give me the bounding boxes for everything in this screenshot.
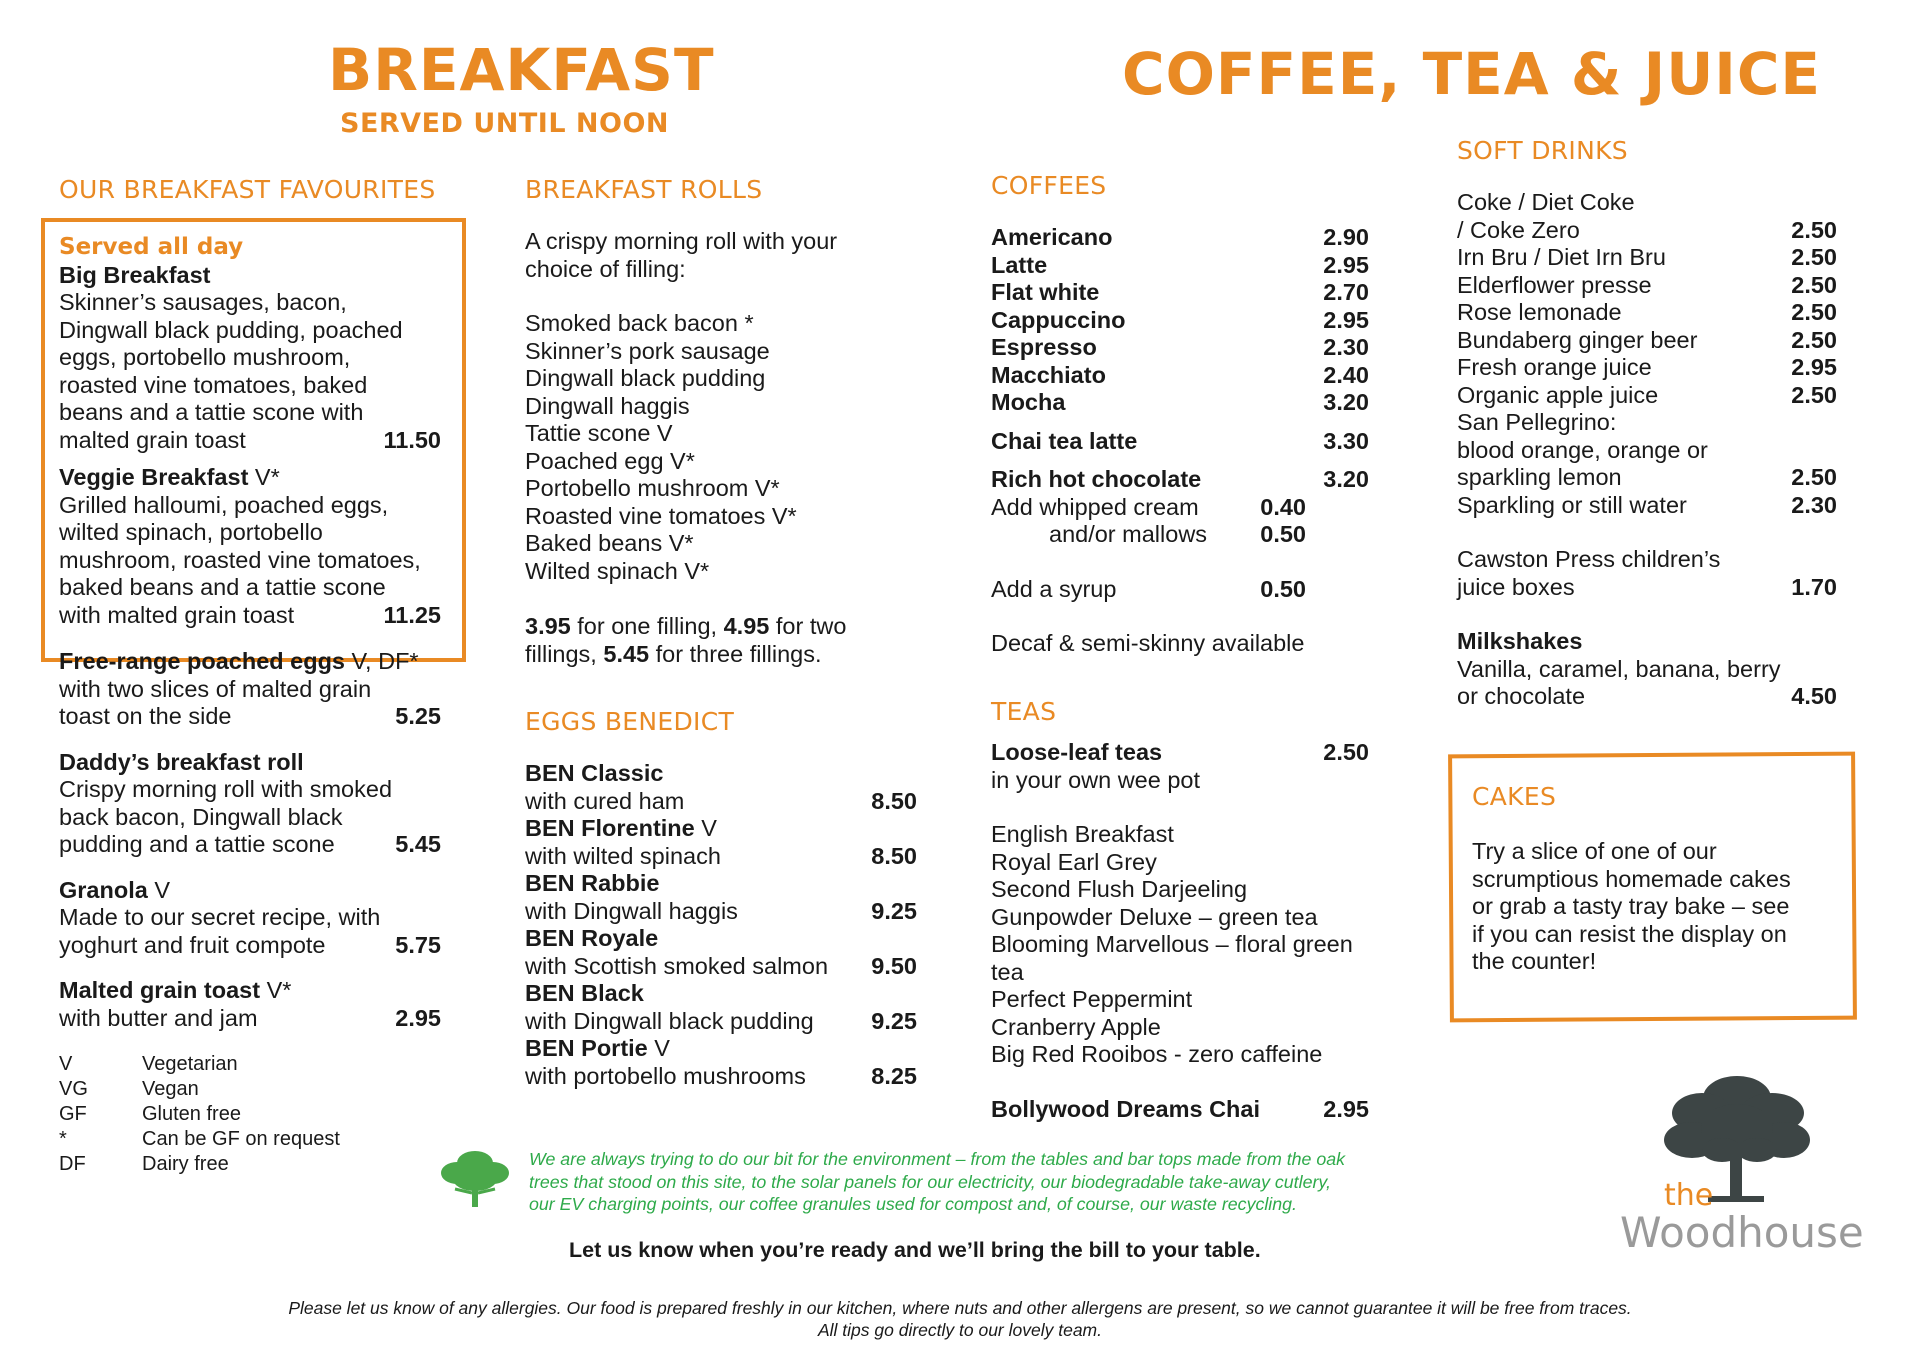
- filling-item: Skinner’s pork sausage: [525, 337, 770, 364]
- item-name: BEN Rabbie: [525, 870, 660, 896]
- item-price: 5.25: [395, 703, 441, 729]
- item-desc-line: yoghurt and fruit compote: [59, 931, 326, 958]
- drink-price: 1.70: [1791, 573, 1837, 600]
- item-name: Big Breakfast: [59, 261, 211, 288]
- cakes-line: or grab a tasty tray bake – see: [1472, 893, 1790, 919]
- cakes-heading: CAKES: [1472, 782, 1557, 811]
- drink-price: 2.95: [1791, 354, 1837, 380]
- legend-code: V: [59, 1053, 73, 1075]
- item-desc-line: Skinner’s sausages, bacon,: [59, 289, 347, 315]
- item-desc-line: with malted grain toast: [59, 601, 295, 628]
- item-name: Flat white: [991, 279, 1100, 305]
- item-name: Loose-leaf teas: [991, 739, 1163, 765]
- coffee-item: [991, 362, 1369, 390]
- item-name: Mocha: [991, 389, 1066, 415]
- item-name: Latte: [991, 251, 1048, 278]
- logo-name: Woodhouse: [1620, 1208, 1864, 1257]
- rolls-intro: choice of filling:: [525, 255, 686, 282]
- item-name: Free-range poached eggs: [59, 648, 345, 674]
- pricing-text: for two: [769, 613, 847, 639]
- item-desc-line: Dingwall black pudding, poached: [59, 316, 403, 343]
- item-desc-line: toast on the side: [59, 703, 232, 729]
- addon-label: and/or mallows: [1049, 521, 1208, 547]
- drink-desc: sparkling lemon: [1457, 464, 1622, 490]
- filling-item: Roasted vine tomatoes V*: [525, 502, 797, 529]
- item-desc-line: beans and a tattie scone with: [59, 399, 364, 425]
- item-name: Bollywood Dreams Chai: [991, 1095, 1260, 1122]
- drink-name: / Coke Zero: [1457, 216, 1580, 243]
- drink-name: Sparkling or still water: [1457, 491, 1687, 518]
- item-price: 8.50: [871, 842, 917, 869]
- coffee-item: [991, 389, 1369, 417]
- item-price: 2.30: [1323, 334, 1369, 360]
- item-name: Americano: [991, 224, 1113, 250]
- item-desc-line: baked beans and a tattie scone: [59, 574, 386, 600]
- drink-price: 2.30: [1791, 491, 1837, 518]
- allergy-note: Please let us know of any allergies. Our food is prepared freshly in our kitchen, where nuts and other allergens are present, so we cannot guarantee it will be free from traces.: [288, 1298, 1632, 1318]
- filling-item: Dingwall black pudding: [525, 365, 766, 391]
- item-name: BEN Royale: [525, 925, 659, 951]
- coffee-item: [991, 307, 1369, 335]
- item-price: 3.20: [1323, 389, 1369, 415]
- legend-meaning: Dairy free: [142, 1153, 229, 1175]
- item-price: 11.25: [383, 601, 441, 628]
- tea-item: Gunpowder Deluxe – green tea: [991, 903, 1318, 930]
- legend-code: VG: [59, 1078, 88, 1100]
- item-diet: V*: [260, 977, 292, 1003]
- item-name: Rich hot chocolate: [991, 466, 1202, 492]
- addon-price: 0.50: [1260, 521, 1306, 547]
- item-name: BEN Portie: [525, 1035, 648, 1061]
- rolls-pricing: [525, 613, 925, 641]
- drink-name: Coke / Diet Coke: [1457, 189, 1635, 215]
- item-price: 9.25: [871, 897, 917, 924]
- item-price: 2.40: [1323, 361, 1369, 388]
- item-desc-line: with two slices of malted grain: [59, 675, 372, 702]
- drink-price: 2.50: [1791, 244, 1837, 270]
- milkshakes-name: Milkshakes: [1457, 628, 1583, 654]
- item-desc-line: in your own wee pot: [991, 766, 1201, 793]
- favourites-column: [59, 234, 441, 1177]
- addon-label: Add whipped cream: [991, 493, 1199, 520]
- chai-latte-item: [991, 428, 1369, 456]
- legend-meaning: Gluten free: [142, 1103, 241, 1125]
- coffees-column: [991, 224, 1369, 658]
- item-desc-line: with wilted spinach: [525, 842, 721, 869]
- item-desc-line: eggs, portobello mushroom,: [59, 344, 351, 370]
- drink-item: [1457, 574, 1837, 602]
- benedict-heading: EGGS BENEDICT: [525, 707, 735, 736]
- filling-item: Smoked back bacon *: [525, 310, 754, 336]
- eco-note: [529, 1148, 1529, 1216]
- item-desc-line: with Scottish smoked salmon: [525, 952, 829, 979]
- green-tree-icon: [437, 1143, 513, 1213]
- item-price: 2.90: [1323, 224, 1369, 250]
- item-desc-line: Made to our secret recipe, with: [59, 904, 381, 930]
- cakes-line: Try a slice of one of our: [1472, 838, 1717, 864]
- addon-label: Add a syrup: [991, 575, 1117, 602]
- item-desc-line: malted grain toast: [59, 426, 246, 453]
- filling-item: Dingwall haggis: [525, 392, 690, 419]
- drink-name: Organic apple juice: [1457, 381, 1659, 408]
- item-price: 9.50: [871, 952, 917, 979]
- drink-price: 2.50: [1791, 271, 1837, 298]
- benedict-column: [525, 760, 917, 1090]
- cakes-line: scrumptious homemade cakes: [1472, 865, 1791, 892]
- menu-item-big-breakfast: [59, 262, 441, 455]
- drink-item: [1457, 272, 1837, 300]
- item-desc-line: with cured ham: [525, 787, 685, 814]
- menu-item-granola: [59, 877, 441, 960]
- drink-name: Rose lemonade: [1457, 299, 1622, 325]
- menu-item-daddys-roll: [59, 749, 441, 859]
- drink-name: Irn Bru / Diet Irn Bru: [1457, 244, 1666, 270]
- item-price: 2.70: [1323, 279, 1369, 305]
- price-two: 4.95: [723, 613, 770, 639]
- item-desc-line: back bacon, Dingwall black: [59, 803, 343, 830]
- tea-item: Cranberry Apple: [991, 1013, 1161, 1040]
- pricing-text: for one filling,: [570, 613, 724, 639]
- item-name: BEN Black: [525, 980, 644, 1006]
- item-desc-line: with Dingwall black pudding: [525, 1007, 814, 1034]
- drink-price: 2.50: [1791, 381, 1837, 408]
- drink-name: juice boxes: [1457, 573, 1575, 600]
- drink-price: 2.50: [1791, 326, 1837, 353]
- drink-name: San Pellegrino:: [1457, 409, 1617, 435]
- teas-heading: TEAS: [991, 697, 1057, 726]
- menu-item-ben: [525, 815, 917, 870]
- decaf-note: Decaf & semi-skinny available: [991, 630, 1305, 656]
- drink-name: Fresh orange juice: [1457, 354, 1652, 380]
- drink-name: Cawston Press children’s: [1457, 546, 1721, 572]
- item-name: Daddy’s breakfast roll: [59, 748, 304, 775]
- bollywood-chai-item: [991, 1096, 1369, 1124]
- tea-item: Second Flush Darjeeling: [991, 876, 1248, 902]
- eco-line: trees that stood on this site, to the solar panels for our electricity, our biodegradable take-away cutlery,: [529, 1171, 1331, 1192]
- item-desc-line: pudding and a tattie scone: [59, 831, 335, 857]
- drink-item: [1457, 244, 1837, 272]
- addon-price: 0.50: [1260, 575, 1306, 602]
- menu-item-ben: [525, 925, 917, 980]
- legend-row: [59, 1152, 441, 1177]
- price-three: 5.45: [603, 640, 650, 667]
- tea-item: tea: [991, 958, 1024, 985]
- hot-chocolate-item: [991, 466, 1369, 494]
- pricing-text: fillings,: [525, 640, 604, 667]
- item-price: 8.25: [871, 1062, 917, 1089]
- drink-item: [1457, 217, 1837, 245]
- addon-row: [991, 521, 1306, 549]
- filling-item: Poached egg V*: [525, 447, 695, 474]
- item-name: Granola: [59, 876, 148, 903]
- coffee-item: [991, 252, 1369, 280]
- breakfast-title: BREAKFAST: [328, 36, 715, 104]
- filling-item: Baked beans V*: [525, 530, 694, 556]
- pricing-text: for three fillings.: [649, 640, 822, 667]
- rolls-heading: BREAKFAST ROLLS: [525, 175, 763, 204]
- tree-icon: [1612, 1068, 1872, 1208]
- coffee-item: [991, 224, 1369, 252]
- item-name: Cappuccino: [991, 306, 1126, 333]
- item-price: 5.45: [395, 831, 441, 857]
- eco-line: We are always trying to do our bit for the environment – from the tables and bar tops made from the oak: [529, 1149, 1346, 1169]
- item-price: 11.50: [383, 426, 441, 453]
- addon-row: [991, 494, 1306, 522]
- price-one: 3.95: [525, 613, 571, 639]
- item-diet: V: [647, 1035, 670, 1061]
- tea-item: Big Red Rooibos - zero caffeine: [991, 1041, 1323, 1067]
- coffee-item: [991, 334, 1369, 362]
- item-name: Macchiato: [991, 361, 1106, 388]
- legend-meaning: Can be GF on request: [142, 1128, 340, 1150]
- item-name: BEN Florentine: [525, 815, 695, 841]
- item-name: BEN Classic: [525, 760, 664, 786]
- soft-drinks-column: [1457, 189, 1837, 711]
- drink-price: 2.50: [1791, 216, 1837, 243]
- legend-row: [59, 1052, 441, 1077]
- teas-column: [991, 739, 1369, 1123]
- item-price: 8.50: [871, 787, 917, 814]
- loose-leaf-item: [991, 739, 1369, 767]
- coffees-heading: COFFEES: [991, 171, 1107, 200]
- item-name: Malted grain toast: [59, 977, 261, 1003]
- item-price: 9.25: [871, 1007, 917, 1034]
- filling-item: Portobello mushroom V*: [525, 475, 780, 501]
- tea-item: Royal Earl Grey: [991, 848, 1157, 875]
- item-name: Veggie Breakfast: [59, 464, 249, 490]
- item-diet: V*: [248, 464, 280, 490]
- item-price: 3.30: [1323, 427, 1369, 454]
- menu-item-poached-eggs: [59, 648, 441, 731]
- legend-code: *: [59, 1128, 67, 1150]
- diet-legend: [59, 1052, 441, 1177]
- woodhouse-logo: [1612, 1068, 1872, 1258]
- item-desc-line: Grilled halloumi, poached eggs,: [59, 491, 389, 518]
- drink-item: [1457, 354, 1837, 382]
- menu-item-ben: [525, 1035, 917, 1090]
- item-price: 2.95: [1323, 251, 1369, 278]
- drink-name: Elderflower presse: [1457, 271, 1652, 298]
- menu-item-ben: [525, 980, 917, 1035]
- drink-item: [1457, 683, 1837, 711]
- tea-item: Perfect Peppermint: [991, 986, 1193, 1012]
- item-desc-line: wilted spinach, portobello: [59, 519, 323, 545]
- drink-desc: or chocolate: [1457, 683, 1586, 709]
- tea-item: English Breakfast: [991, 821, 1174, 847]
- drink-item: [1457, 327, 1837, 355]
- item-desc-line: with portobello mushrooms: [525, 1062, 806, 1089]
- menu-item-toast: [59, 977, 441, 1032]
- item-desc-line: with butter and jam: [59, 1004, 258, 1031]
- drink-desc: Vanilla, caramel, banana, berry: [1457, 655, 1781, 682]
- legend-code: DF: [59, 1153, 86, 1175]
- drink-price: 2.50: [1791, 464, 1837, 490]
- drink-price: 2.50: [1791, 299, 1837, 325]
- breakfast-subtitle: SERVED UNTIL NOON: [340, 108, 670, 139]
- item-diet: V: [147, 876, 171, 903]
- menu-item-veggie-breakfast: [59, 464, 441, 629]
- filling-item: Tattie scone V: [525, 420, 673, 446]
- legend-row: [59, 1077, 441, 1102]
- item-price: 2.50: [1323, 739, 1369, 765]
- syrup-row: [991, 576, 1306, 604]
- filling-item: Wilted spinach V*: [525, 557, 710, 584]
- coffee-item: [991, 279, 1369, 307]
- item-desc-line: Crispy morning roll with smoked: [59, 776, 393, 802]
- bill-note: Let us know when you’re ready and we’ll bring the bill to your table.: [569, 1238, 1261, 1262]
- item-diet: V, DF*: [345, 648, 419, 674]
- served-all-day-label: Served all day: [59, 234, 244, 260]
- item-price: 2.95: [1323, 1095, 1369, 1122]
- legend-row: [59, 1127, 441, 1152]
- item-desc-line: mushroom, roasted vine tomatoes,: [59, 546, 421, 573]
- item-price: 2.95: [1323, 306, 1369, 333]
- menu-item-ben: [525, 870, 917, 925]
- rolls-column: [525, 228, 925, 668]
- item-price: 5.75: [395, 931, 441, 958]
- cakes-text: [1472, 838, 1842, 976]
- legend-meaning: Vegetarian: [142, 1053, 238, 1075]
- drink-item: [1457, 299, 1837, 327]
- drink-desc: blood orange, orange or: [1457, 436, 1708, 463]
- drink-name: Bundaberg ginger beer: [1457, 326, 1698, 353]
- logo-the: the: [1664, 1178, 1714, 1213]
- drinks-title: COFFEE, TEA & JUICE: [1122, 40, 1822, 108]
- item-desc-line: with Dingwall haggis: [525, 897, 738, 924]
- addon-price: 0.40: [1260, 493, 1306, 520]
- item-price: 2.95: [395, 1004, 441, 1031]
- cakes-line: if you can resist the display on: [1472, 920, 1787, 947]
- item-diet: V: [694, 815, 717, 841]
- tea-item: Blooming Marvellous – floral green: [991, 931, 1353, 957]
- soft-drinks-heading: SOFT DRINKS: [1457, 136, 1628, 165]
- tips-note: All tips go directly to our lovely team.: [817, 1320, 1102, 1340]
- legend-row: [59, 1102, 441, 1127]
- item-name: Chai tea latte: [991, 427, 1138, 454]
- drink-item: [1457, 492, 1837, 520]
- rolls-intro: A crispy morning roll with your: [525, 228, 838, 254]
- item-desc-line: roasted vine tomatoes, baked: [59, 371, 368, 398]
- drink-item: [1457, 382, 1837, 410]
- item-name: Espresso: [991, 334, 1097, 360]
- favourites-heading: OUR BREAKFAST FAVOURITES: [59, 175, 436, 204]
- drink-price: 4.50: [1791, 683, 1837, 709]
- drink-item: [1457, 464, 1837, 492]
- eco-line: our EV charging points, our coffee granules used for compost and, of course, our waste recycling.: [529, 1194, 1297, 1214]
- cakes-line: the counter!: [1472, 948, 1597, 974]
- item-price: 3.20: [1323, 466, 1369, 492]
- legend-meaning: Vegan: [142, 1078, 199, 1100]
- legend-code: GF: [59, 1103, 87, 1125]
- menu-item-ben: [525, 760, 917, 815]
